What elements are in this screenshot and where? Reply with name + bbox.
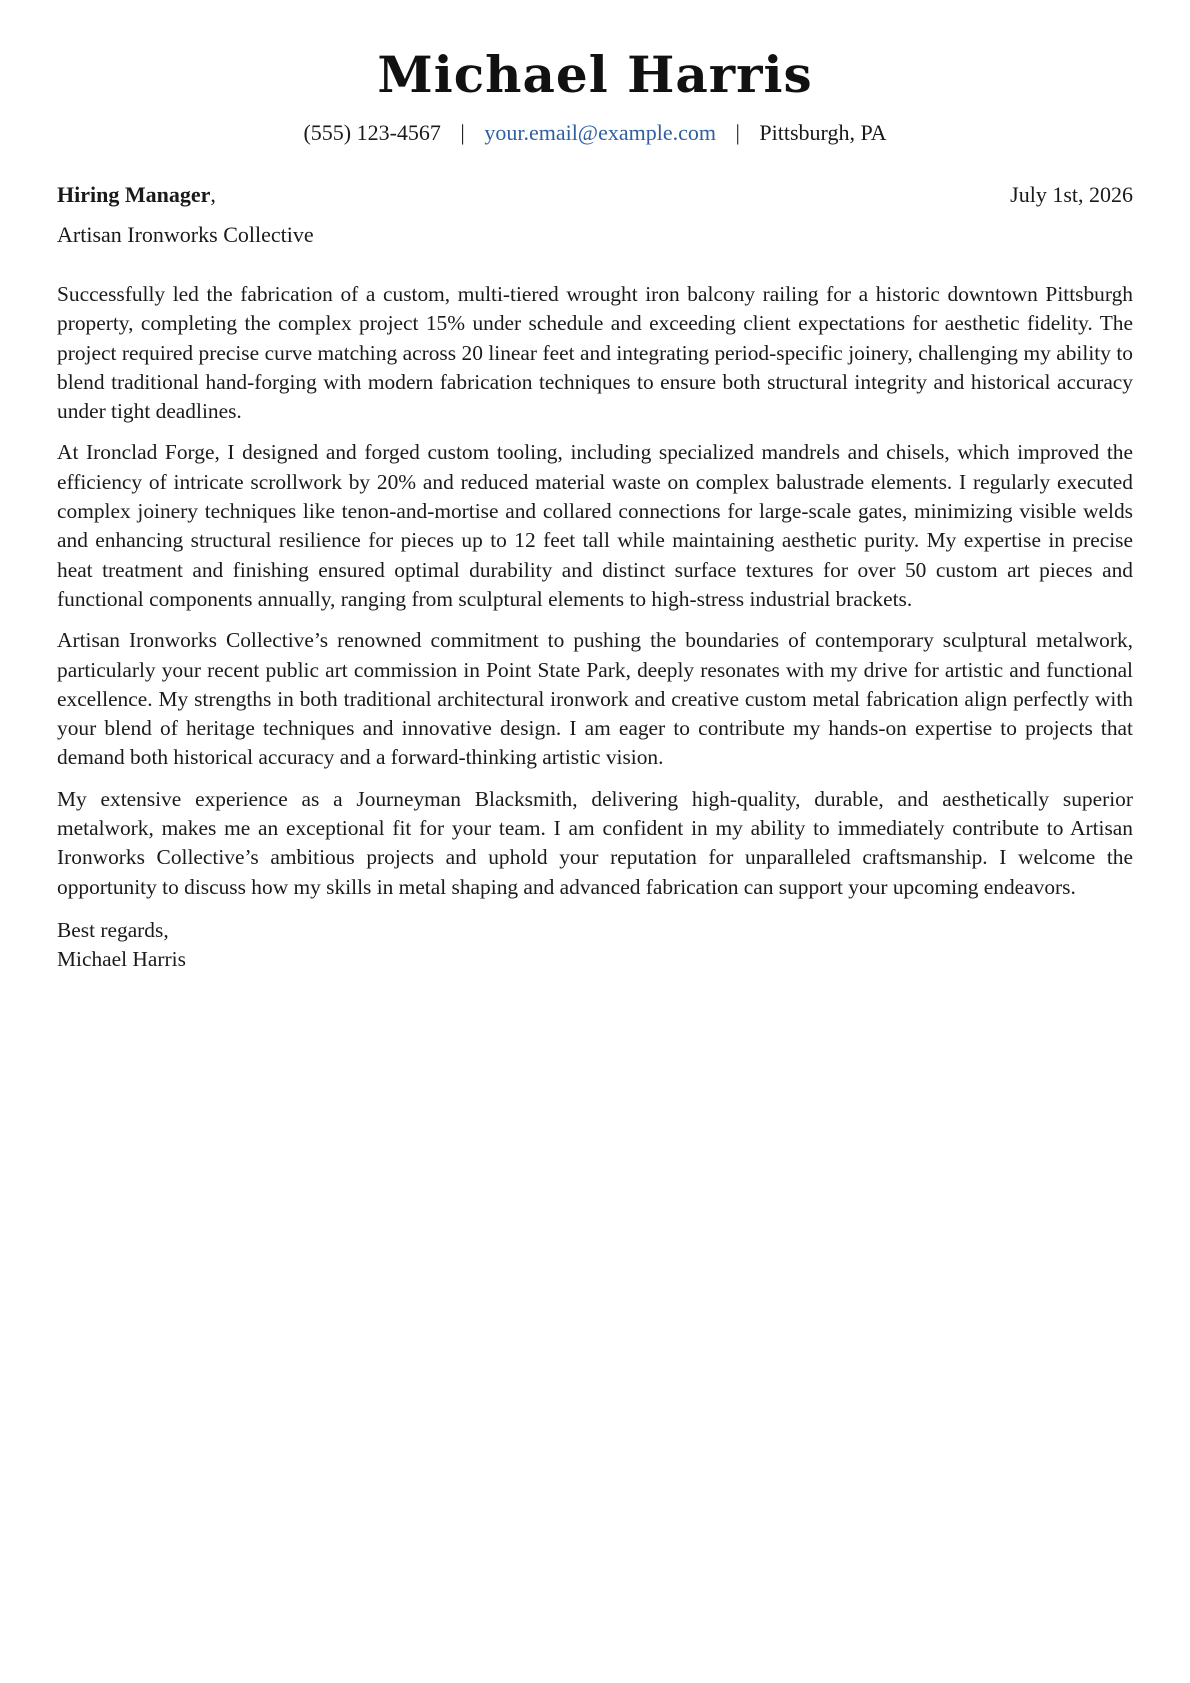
recipient-company: Artisan Ironworks Collective [57,222,314,247]
recipient-title-suffix: , [210,182,216,207]
contact-line [57,120,1133,146]
body-paragraph: My extensive experience as a Journeyman Blacksmith, delivering high-quality, durable, and aesthetically superior metalwork, makes me an exceptional fit for your team. I am confident in my ability to immediately contribute to Artisan Ironworks Collective’s ambitious projects and uphold your reputation for unparalleled craftsmanship. I welcome the opportunity to discuss how my skills in metal shaping and advanced fabrication can support your upcoming endeavors. [57,786,1133,899]
address-row [57,182,1133,208]
recipient-line [57,182,216,208]
closing-salutation: Best regards, [57,917,169,942]
email-link[interactable]: your.email@example.com [484,120,716,145]
location: Pittsburgh, PA [759,120,887,145]
body-paragraph: Artisan Ironworks Collective’s renowned commitment to pushing the boundaries of contemporary sculptural metalwork, particularly your recent public art commission in Point State Park, deeply resonates with my drive for artistic and functional excellence. My strengths in both traditional architectural ironwork and creative custom metal fabrication align perfectly with your blend of heritage techniques and innovative design. I am eager to contribute my hands-on expertise to projects that demand both historical accuracy and a forward-thinking artistic vision. [57,628,1133,770]
letter-body [57,280,1133,902]
closing-signature: Michael Harris [57,947,186,972]
body-paragraph: At Ironclad Forge, I designed and forged custom tooling, including specialized mandrels and chisels, which improved the efficiency of intricate scrollwork by 20% and reduced material waste on complex balustrade elements. I regularly executed complex joinery techniques like tenon-and-mortise and collared connections for large-scale gates, minimizing visible welds and enhancing structural resilience for pieces up to 12 feet tall while maintaining aesthetic purity. My expertise in precise heat treatment and finishing ensured optimal durability and distinct surface textures for over 50 custom art pieces and functional components annually, ranging from sculptural elements to high-stress industrial brackets. [57,440,1133,611]
body-paragraph: Successfully led the fabrication of a custom, multi-tiered wrought iron balcony railing for a historic downtown Pittsburgh property, completing the complex project 15% under schedule and exceeding client expectations for aesthetic fidelity. The project required precise curve matching across 20 linear feet and integrating period-specific joinery, challenging my ability to blend traditional hand-forging with modern fabrication techniques to ensure both structural integrity and historical accuracy under tight deadlines. [57,282,1133,424]
applicant-name: Michael Harris [377,45,813,104]
contact-separator: | [460,120,465,145]
contact-separator: | [735,120,740,145]
letter-closing [57,916,1133,975]
letter-date: July 1st, 2026 [1010,182,1133,207]
recipient-title: Hiring Manager [57,182,211,207]
phone-number: (555) 123-4567 [303,120,441,145]
